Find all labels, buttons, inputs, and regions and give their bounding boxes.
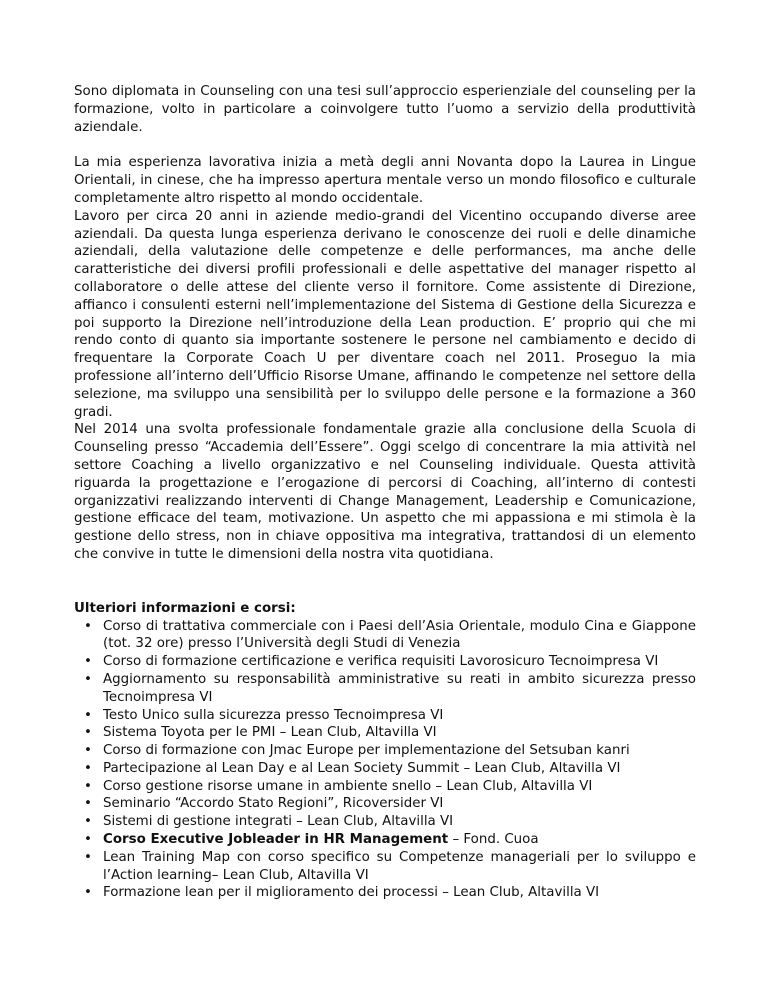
- course-item-text: Corso di formazione certificazione e verifica requisiti Lavorosicuro Tecnoimpresa VI: [103, 654, 659, 670]
- course-item: [74, 813, 696, 831]
- course-item: [74, 884, 696, 902]
- bullet-icon: •: [84, 778, 92, 794]
- bullet-icon: •: [84, 849, 92, 865]
- course-item: [74, 778, 696, 796]
- course-item-text: Lean Training Map con corso specifico su Competenze manageriali per lo sviluppo e l’Action learning– Lean Club, Altavilla VI: [103, 849, 696, 883]
- spacer: [74, 564, 696, 600]
- course-item-bold-text: Corso Executive Jobleader in HR Management: [103, 832, 449, 848]
- course-item: [74, 760, 696, 778]
- bullet-icon: •: [84, 743, 92, 759]
- course-item-text: Aggiornamento su responsabilità amministrative su reati in ambito sicurezza presso Tecnoimpresa VI: [103, 671, 696, 705]
- courses-heading: Ulteriori informazioni e corsi:: [74, 600, 296, 616]
- bullet-icon: •: [84, 671, 92, 687]
- course-item-text: Corso di formazione con Jmac Europe per implementazione del Setsuban kanri: [103, 743, 630, 759]
- course-item-text: Corso gestione risorse umane in ambiente snello – Lean Club, Altavilla VI: [103, 778, 593, 794]
- course-item: [74, 671, 696, 707]
- course-item: [74, 742, 696, 760]
- bullet-icon: •: [84, 618, 92, 634]
- bullet-icon: •: [84, 760, 92, 776]
- bullet-icon: •: [84, 832, 92, 848]
- bullet-icon: •: [84, 725, 92, 741]
- course-item-text: – Fond. Cuoa: [448, 832, 539, 848]
- course-item-text: Partecipazione al Lean Day e al Lean Society Summit – Lean Club, Altavilla VI: [103, 760, 621, 776]
- experience-paragraph-3: Nel 2014 una svolta professionale fondamentale grazie alla conclusione della Scuola di Counseling presso “Accademia dell’Essere”. Oggi scelgo di concentrare la mia attività nel settore Coaching a livello organizzativo e nel Counseling individuale. Questa attività riguarda la progettazione e l’erogazione di percorsi di Coaching, all’interno di contesti organizzativi realizzando interventi di Change Management, Leadership e Comunicazione, gestione efficace del team, motivazione. Un aspetto che mi appassiona e mi stimola è la gestione dello stress, non in chiave oppositiva ma integrativa, trattandosi di un elemento che convive in tutte le dimensioni della nostra vita quotidiana.: [74, 422, 696, 562]
- course-item-text: Sistemi di gestione integrati – Lean Club, Altavilla VI: [103, 814, 454, 830]
- bullet-icon: •: [84, 796, 92, 812]
- bullet-icon: •: [84, 885, 92, 901]
- document-page: [74, 83, 696, 902]
- course-item-text: Sistema Toyota per le PMI – Lean Club, Altavilla VI: [103, 725, 437, 741]
- course-item: [74, 707, 696, 725]
- course-item: [74, 618, 696, 654]
- course-item: [74, 831, 696, 849]
- intro-paragraph: Sono diplomata in Counseling con una tesi sull’approccio esperienziale del counseling per la formazione, volto in particolare a coinvolgere tutto l’uomo a servizio della produttività aziendale.: [74, 84, 696, 135]
- spacer: [74, 136, 696, 154]
- course-item: [74, 724, 696, 742]
- experience-paragraph-2: Lavoro per circa 20 anni in aziende medio-grandi del Vicentino occupando diverse aree aziendali. Da questa lunga esperienza derivano le conoscenze dei ruoli e delle dinamiche aziendali, della valutazione delle competenze e delle performances, ma anche delle caratteristiche dei diversi profili professionali e delle aspettative del manager rispetto al collaboratore o delle attese del cliente verso il fornitore. Come assistente di Direzione, affianco i consulenti esterni nell’implementazione del Sistema di Gestione della Sicurezza e poi supporto la Direzione nell’introduzione della Lean production. E’ proprio qui che mi rendo conto di quanto sia importante sostenere le persone nel cambiamento e decido di frequentare la Corporate Coach U per diventare coach nel 2011. Proseguo la mia professione all’interno dell’Ufficio Risorse Umane, affinando le competenze nel settore della selezione, ma sviluppo una sensibilità per lo sviluppo delle persone e la formazione a 360 gradi.: [74, 208, 696, 420]
- course-item: [74, 849, 696, 885]
- course-item-text: Testo Unico sulla sicurezza presso Tecnoimpresa VI: [103, 707, 444, 723]
- course-item: [74, 653, 696, 671]
- bullet-icon: •: [84, 707, 92, 723]
- course-item: [74, 795, 696, 813]
- bullet-icon: •: [84, 814, 92, 830]
- course-item-text: Corso di trattativa commerciale con i Paesi dell’Asia Orientale, modulo Cina e Giappone (tot. 32 ore) presso l’Università degli Studi di Venezia: [103, 618, 696, 652]
- courses-list: [74, 618, 696, 903]
- bullet-icon: •: [84, 654, 92, 670]
- course-item-text: Formazione lean per il miglioramento dei processi – Lean Club, Altavilla VI: [103, 885, 600, 901]
- course-item-text: Seminario “Accordo Stato Regioni”, Ricoversider VI: [103, 796, 444, 812]
- experience-paragraph-1: La mia esperienza lavorativa inizia a metà degli anni Novanta dopo la Laurea in Lingue Orientali, in cinese, che ha impresso apertura mentale verso un mondo filosofico e culturale completamente altro rispetto al mondo occidentale.: [74, 155, 696, 206]
